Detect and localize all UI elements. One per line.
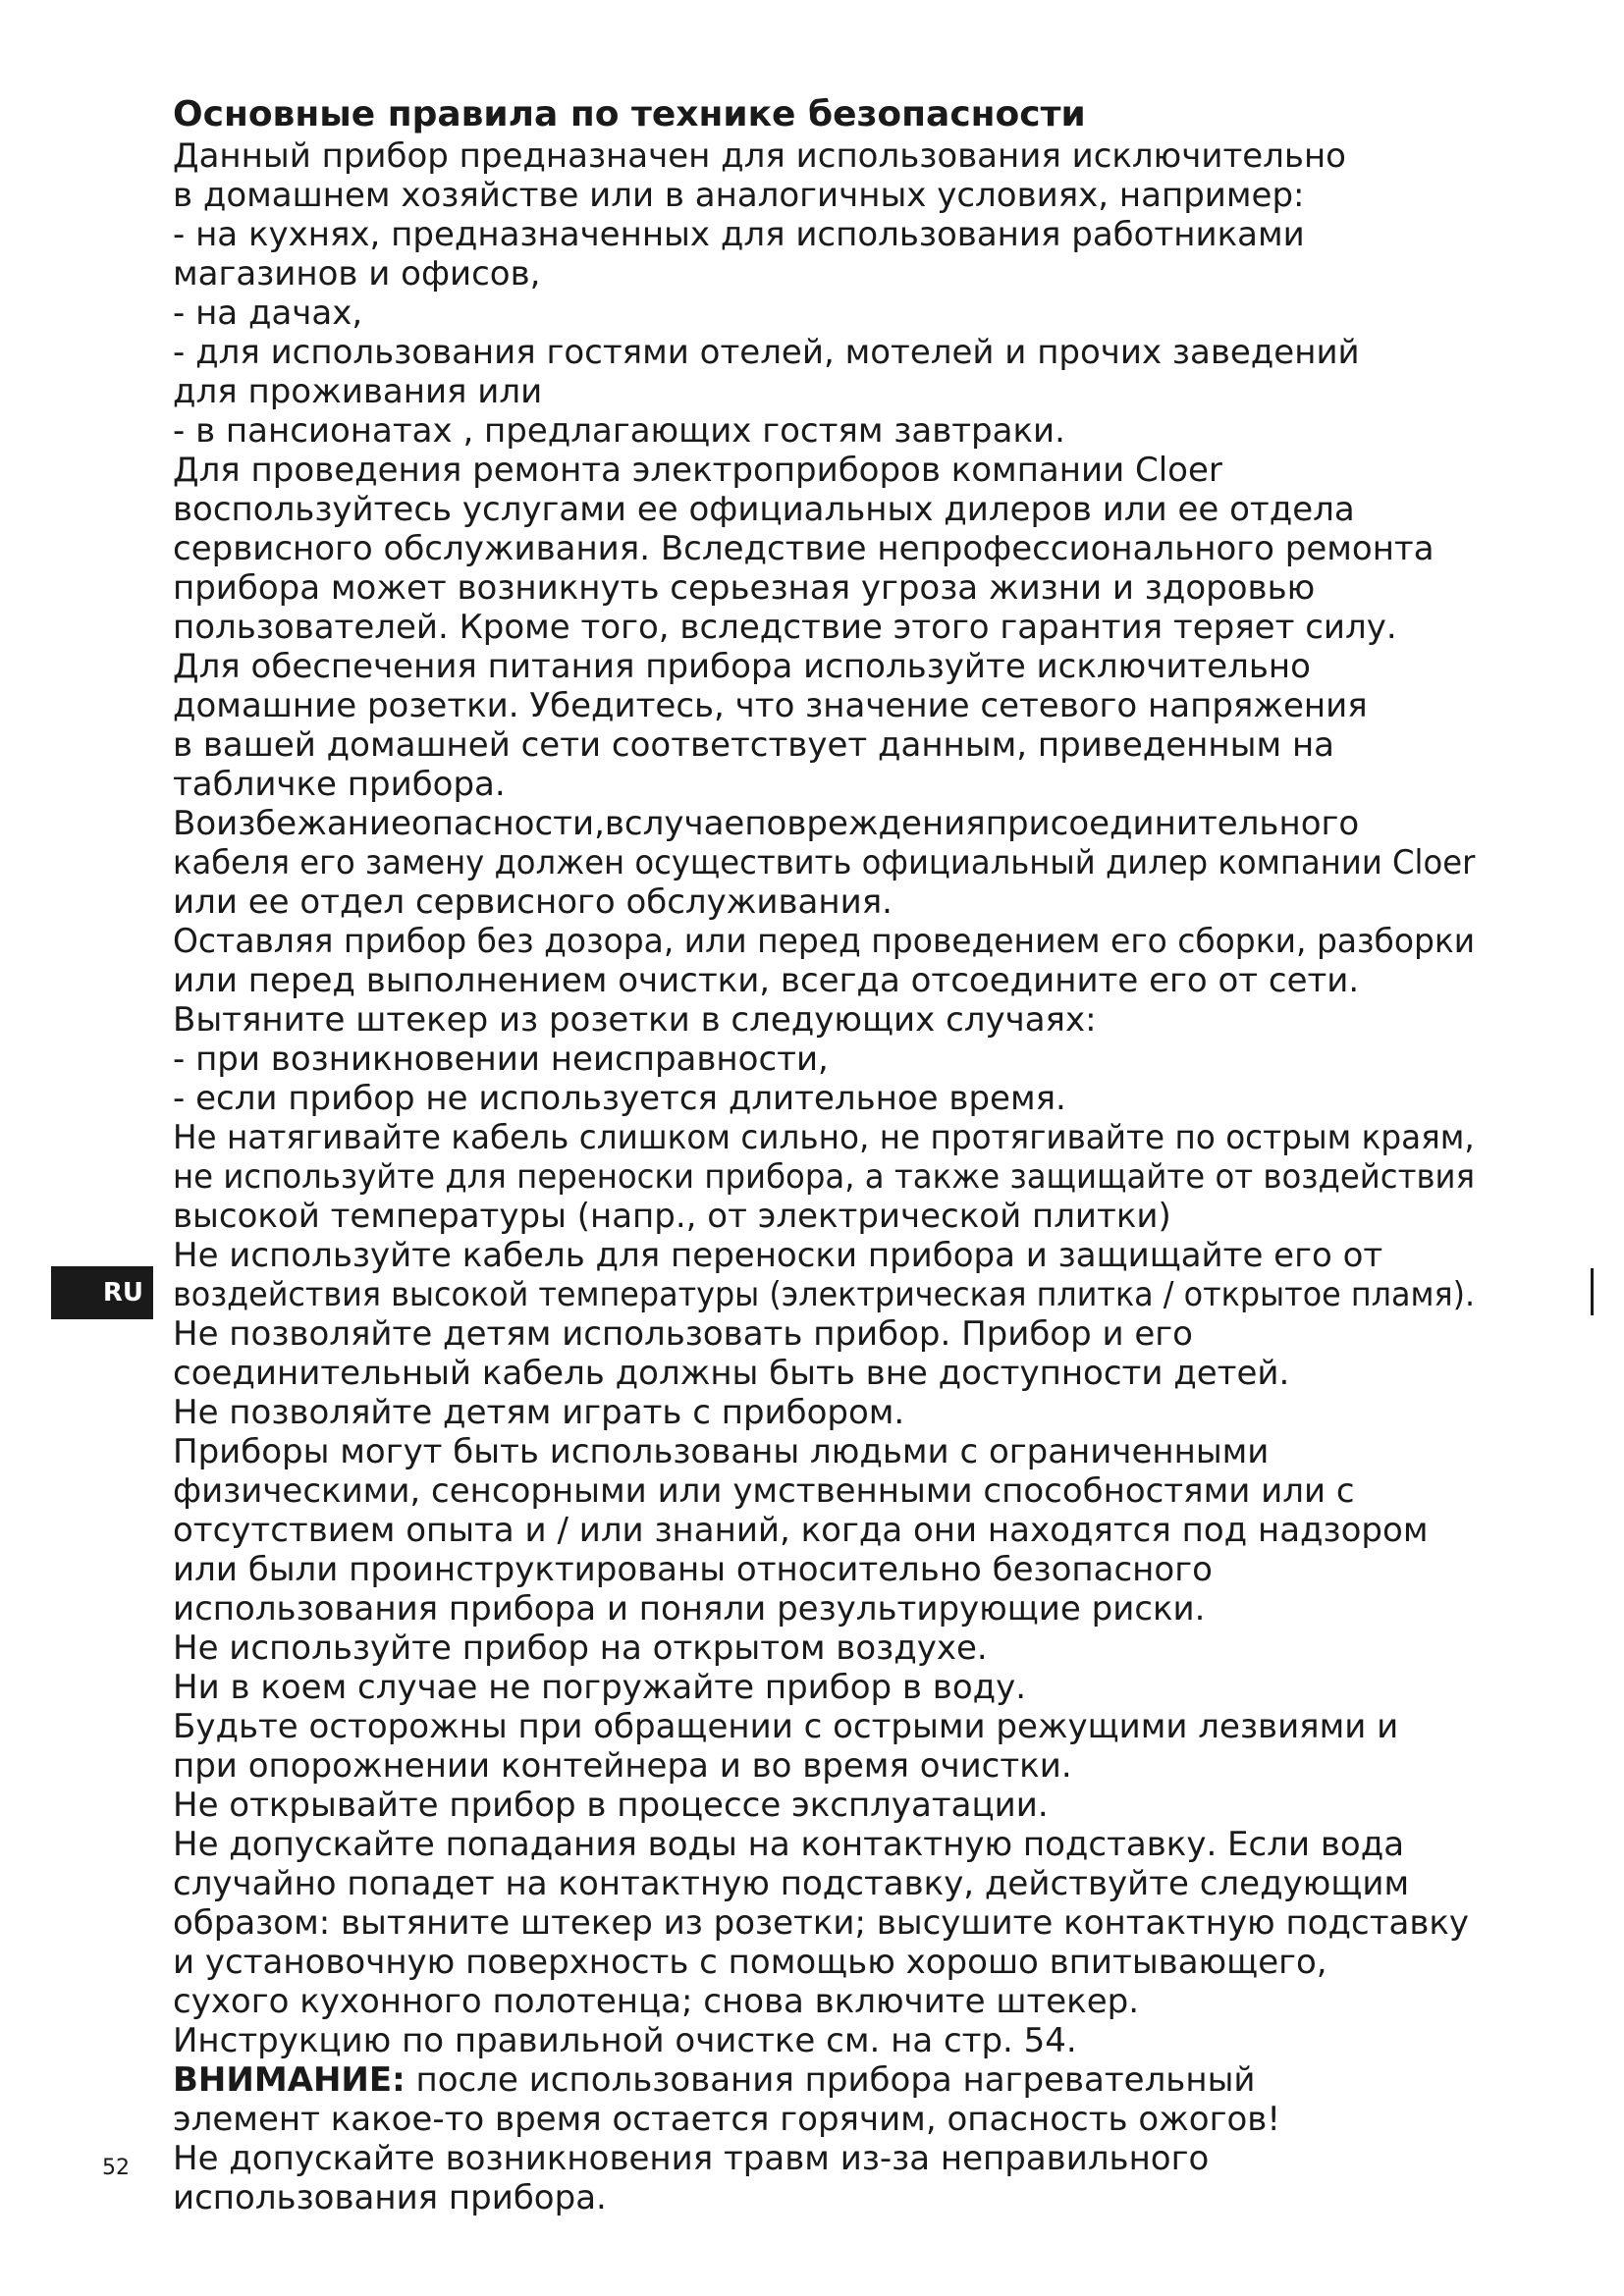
- paragraph-line: или ее отдел сервисного обслуживания.: [173, 882, 893, 922]
- paragraph: [173, 1825, 1475, 2021]
- safety-instructions: [173, 93, 1475, 2217]
- paragraph: [173, 1118, 1475, 1236]
- paragraph-line: пользователей. Кроме того, вследствие этого гарантия теряет силу.: [173, 608, 1397, 647]
- paragraph-line: образом: вытяните штекер из розетки; высушите контактную подставку: [173, 1903, 1470, 1943]
- warning-text: после использования прибора нагревательный: [405, 2060, 1256, 2100]
- paragraph-line: использования прибора и поняли результирующие риски.: [173, 1589, 1206, 1629]
- paragraph-line: в вашей домашней сети соответствует данным, приведенным на: [173, 725, 1335, 765]
- paragraph: [173, 451, 1475, 647]
- paragraph-line: Оставляя прибор без дозора, или перед проведением его сборки, разборки: [173, 922, 1476, 961]
- paragraph-line: физическими, сенсорными или умственными способностями или с: [173, 1471, 1355, 1511]
- paragraph-line: - при возникновении неисправности,: [173, 1040, 829, 1079]
- paragraph-line: Ни в коем случае не погружайте прибор в воду.: [173, 1668, 1027, 1707]
- paragraph-line: - в пансионатах , предлагающих гостям завтраки.: [173, 411, 1065, 451]
- warning-line: элемент какое-то время остается горячим, опасность ожогов!: [173, 2100, 1280, 2139]
- paragraph-line: воздействия высокой температуры (электрическая плитка / открытое пламя).: [173, 1275, 1476, 1314]
- paragraph-line: табличке прибора.: [173, 765, 506, 804]
- paragraph-line: Вытяните штекер из розетки в следующих случаях:: [173, 1000, 1097, 1040]
- paragraph-line: или перед выполнением очистки, всегда отсоедините его от сети.: [173, 961, 1360, 1000]
- paragraph: [173, 1786, 1475, 1825]
- edge-marker: [1591, 1268, 1594, 1315]
- paragraph-line: Не позволяйте детям использовать прибор. Прибор и его: [173, 1314, 1193, 1354]
- paragraph-line: Не допускайте попадания воды на контактную подставку. Если вода: [173, 1825, 1405, 1864]
- warning-label: ВНИМАНИЕ:: [173, 2060, 406, 2100]
- paragraph-line: прибора может возникнуть серьезная угроза жизни и здоровью: [173, 568, 1316, 608]
- paragraph: [173, 2021, 1475, 2060]
- paragraph-line: Для проведения ремонта электроприборов компании Cloer: [173, 451, 1222, 490]
- section-title: Основные правила по технике безопасности: [173, 94, 1086, 134]
- paragraph-list: [173, 136, 1475, 2060]
- paragraph-line: Не позволяйте детям играть с прибором.: [173, 1393, 905, 1432]
- paragraph-line: - на дачах,: [173, 294, 363, 333]
- paragraph-line: в домашнем хозяйстве или в аналогичных условиях, например:: [173, 176, 1305, 215]
- paragraph-line: и установочную поверхность с помощью хорошо впитывающего,: [173, 1943, 1327, 1982]
- paragraph-line: сервисного обслуживания. Вследствие непрофессионального ремонта: [173, 529, 1435, 568]
- paragraph-line: Для обеспечения питания прибора используйте исключительно: [173, 647, 1311, 686]
- paragraph-line: Приборы могут быть использованы людьми с ограниченными: [173, 1432, 1270, 1471]
- paragraph: [173, 922, 1475, 1000]
- paragraph-line: отсутствием опыта и / или знаний, когда они находятся под надзором: [173, 1511, 1429, 1550]
- paragraph-line: Не используйте прибор на открытом воздухе.: [173, 1629, 988, 1668]
- paragraph: [173, 1707, 1475, 1786]
- paragraph-line: Будьте осторожны при обращении с острыми режущими лезвиями и: [173, 1707, 1399, 1746]
- paragraph-line: Инструкцию по правильной очистке см. на стр. 54.: [173, 2021, 1077, 2060]
- paragraph: [173, 1314, 1475, 1432]
- paragraph-line: соединительный кабель должны быть вне доступности детей.: [173, 1354, 1290, 1393]
- closing-line: использования прибора.: [173, 2178, 607, 2217]
- paragraph-line: Не открывайте прибор в процессе эксплуатации.: [173, 1786, 1049, 1825]
- paragraph: [173, 1629, 1475, 1668]
- paragraph-line: Не используйте кабель для переноски прибора и защищайте его от: [173, 1236, 1383, 1275]
- language-tab: RU: [51, 1266, 153, 1319]
- paragraph: [173, 804, 1475, 922]
- paragraph-line: не используйте для переноски прибора, а также защищайте от воздействия: [173, 1157, 1476, 1197]
- paragraph: [173, 647, 1475, 804]
- paragraph-line: или были проинструктированы относительно безопасного: [173, 1550, 1213, 1589]
- closing-line: Не допускайте возникновения травм из-за неправильного: [173, 2139, 1210, 2178]
- closing-paragraph: [173, 2139, 1475, 2217]
- paragraph-line: - на кухнях, предназначенных для использования работниками: [173, 215, 1305, 254]
- paragraph: [173, 1668, 1475, 1707]
- paragraph: [173, 1000, 1475, 1118]
- paragraph: [173, 1432, 1475, 1629]
- paragraph-line: воспользуйтесь услугами ее официальных дилеров или ее отдела: [173, 490, 1355, 529]
- paragraph-line: сухого кухонного полотенца; снова включите штекер.: [173, 1982, 1140, 2021]
- paragraph-line: - если прибор не используется длительное время.: [173, 1079, 1066, 1118]
- paragraph: [173, 1236, 1475, 1314]
- paragraph-line: при опорожнении контейнера и во время очистки.: [173, 1746, 1072, 1786]
- paragraph-line: Воизбежаниеопасности,вслучаеповрежденияприсоединительного: [173, 804, 1360, 843]
- paragraph-line: Не натягивайте кабель слишком сильно, не протягивайте по острым краям,: [173, 1118, 1475, 1157]
- paragraph-line: магазинов и офисов,: [173, 254, 541, 294]
- paragraph-line: кабеля его замену должен осуществить официальный дилер компании Cloer: [173, 843, 1476, 882]
- paragraph-line: - для использования гостями отелей, мотелей и прочих заведений: [173, 333, 1360, 372]
- warning-line: [173, 2060, 1475, 2100]
- page-number: 52: [102, 2156, 130, 2180]
- warning-paragraph: [173, 2060, 1475, 2139]
- paragraph: [173, 136, 1475, 451]
- paragraph-line: домашние розетки. Убедитесь, что значение сетевого напряжения: [173, 686, 1368, 725]
- paragraph-line: для проживания или: [173, 372, 543, 411]
- paragraph-line: случайно попадет на контактную подставку, действуйте следующим: [173, 1864, 1410, 1903]
- paragraph-line: высокой температуры (напр., от электрической плитки): [173, 1197, 1171, 1236]
- paragraph-line: Данный прибор предназначен для использования исключительно: [173, 136, 1346, 176]
